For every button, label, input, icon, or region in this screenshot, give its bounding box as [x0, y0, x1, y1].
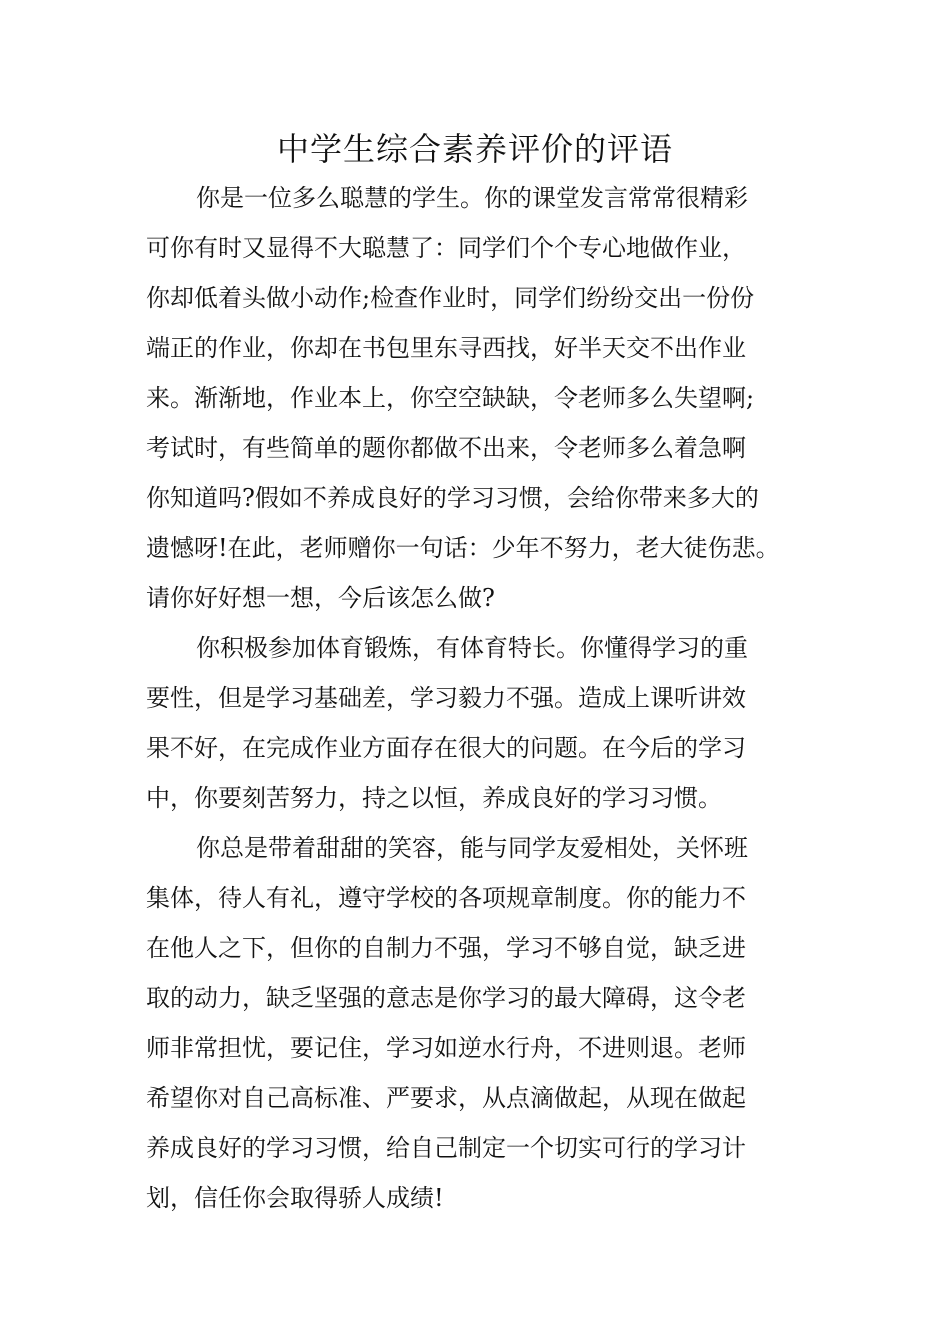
- paragraph-1-line-4: 端正的作业，你却在书包里东寻西找，好半天交不出作业: [146, 334, 746, 362]
- paragraph-3-line-8: 划，信任你会取得骄人成绩!: [146, 1184, 444, 1212]
- paragraph-1-line-1: 你是一位多么聪慧的学生。你的课堂发言常常很精彩: [196, 184, 748, 212]
- paragraph-3-line-1: 你总是带着甜甜的笑容，能与同学友爱相处，关怀班: [196, 834, 748, 862]
- paragraph-2-line-1: 你积极参加体育锻炼，有体育特长。你懂得学习的重: [196, 634, 748, 662]
- paragraph-2-line-2: 要性，但是学习基础差，学习毅力不强。造成上课听讲效: [146, 684, 746, 712]
- paragraph-3-line-2: 集体，待人有礼，遵守学校的各项规章制度。你的能力不: [146, 884, 746, 912]
- paragraph-3-line-3: 在他人之下，但你的自制力不强，学习不够自觉，缺乏进: [146, 934, 746, 962]
- paragraph-3-line-4: 取的动力，缺乏坚强的意志是你学习的最大障碍，这令老: [146, 984, 746, 1012]
- paragraph-1-line-6: 考试时，有些简单的题你都做不出来，令老师多么着急啊: [146, 434, 746, 462]
- paragraph-1-line-8: 遗憾呀!在此，老师赠你一句话：少年不努力，老大徒伤悲。: [146, 534, 780, 562]
- paragraph-1-line-9: 请你好好想一想，今后该怎么做?: [146, 584, 495, 612]
- paragraph-1-line-5: 来。渐渐地，作业本上，你空空缺缺，令老师多么失望啊;: [146, 384, 755, 412]
- paragraph-2-line-4: 中，你要刻苦努力，持之以恒，养成良好的学习习惯。: [146, 784, 722, 812]
- paragraph-1-line-7: 你知道吗?假如不养成良好的学习习惯，会给你带来多大的: [146, 484, 759, 512]
- paragraph-3-line-6: 希望你对自己高标准、严要求，从点滴做起，从现在做起: [146, 1084, 746, 1112]
- paragraph-2-line-3: 果不好，在完成作业方面存在很大的问题。在今后的学习: [146, 734, 746, 762]
- paragraph-3-line-7: 养成良好的学习习惯，给自己制定一个切实可行的学习计: [146, 1134, 746, 1162]
- document-title: 中学生综合素养评价的评语: [276, 130, 673, 168]
- paragraph-1-line-2: 可你有时又显得不大聪慧了：同学们个个专心地做作业，: [146, 234, 746, 262]
- paragraph-1-line-3: 你却低着头做小动作;检查作业时，同学们纷纷交出一份份: [146, 284, 755, 312]
- paragraph-3-line-5: 师非常担忧，要记住，学习如逆水行舟，不进则退。老师: [146, 1034, 746, 1062]
